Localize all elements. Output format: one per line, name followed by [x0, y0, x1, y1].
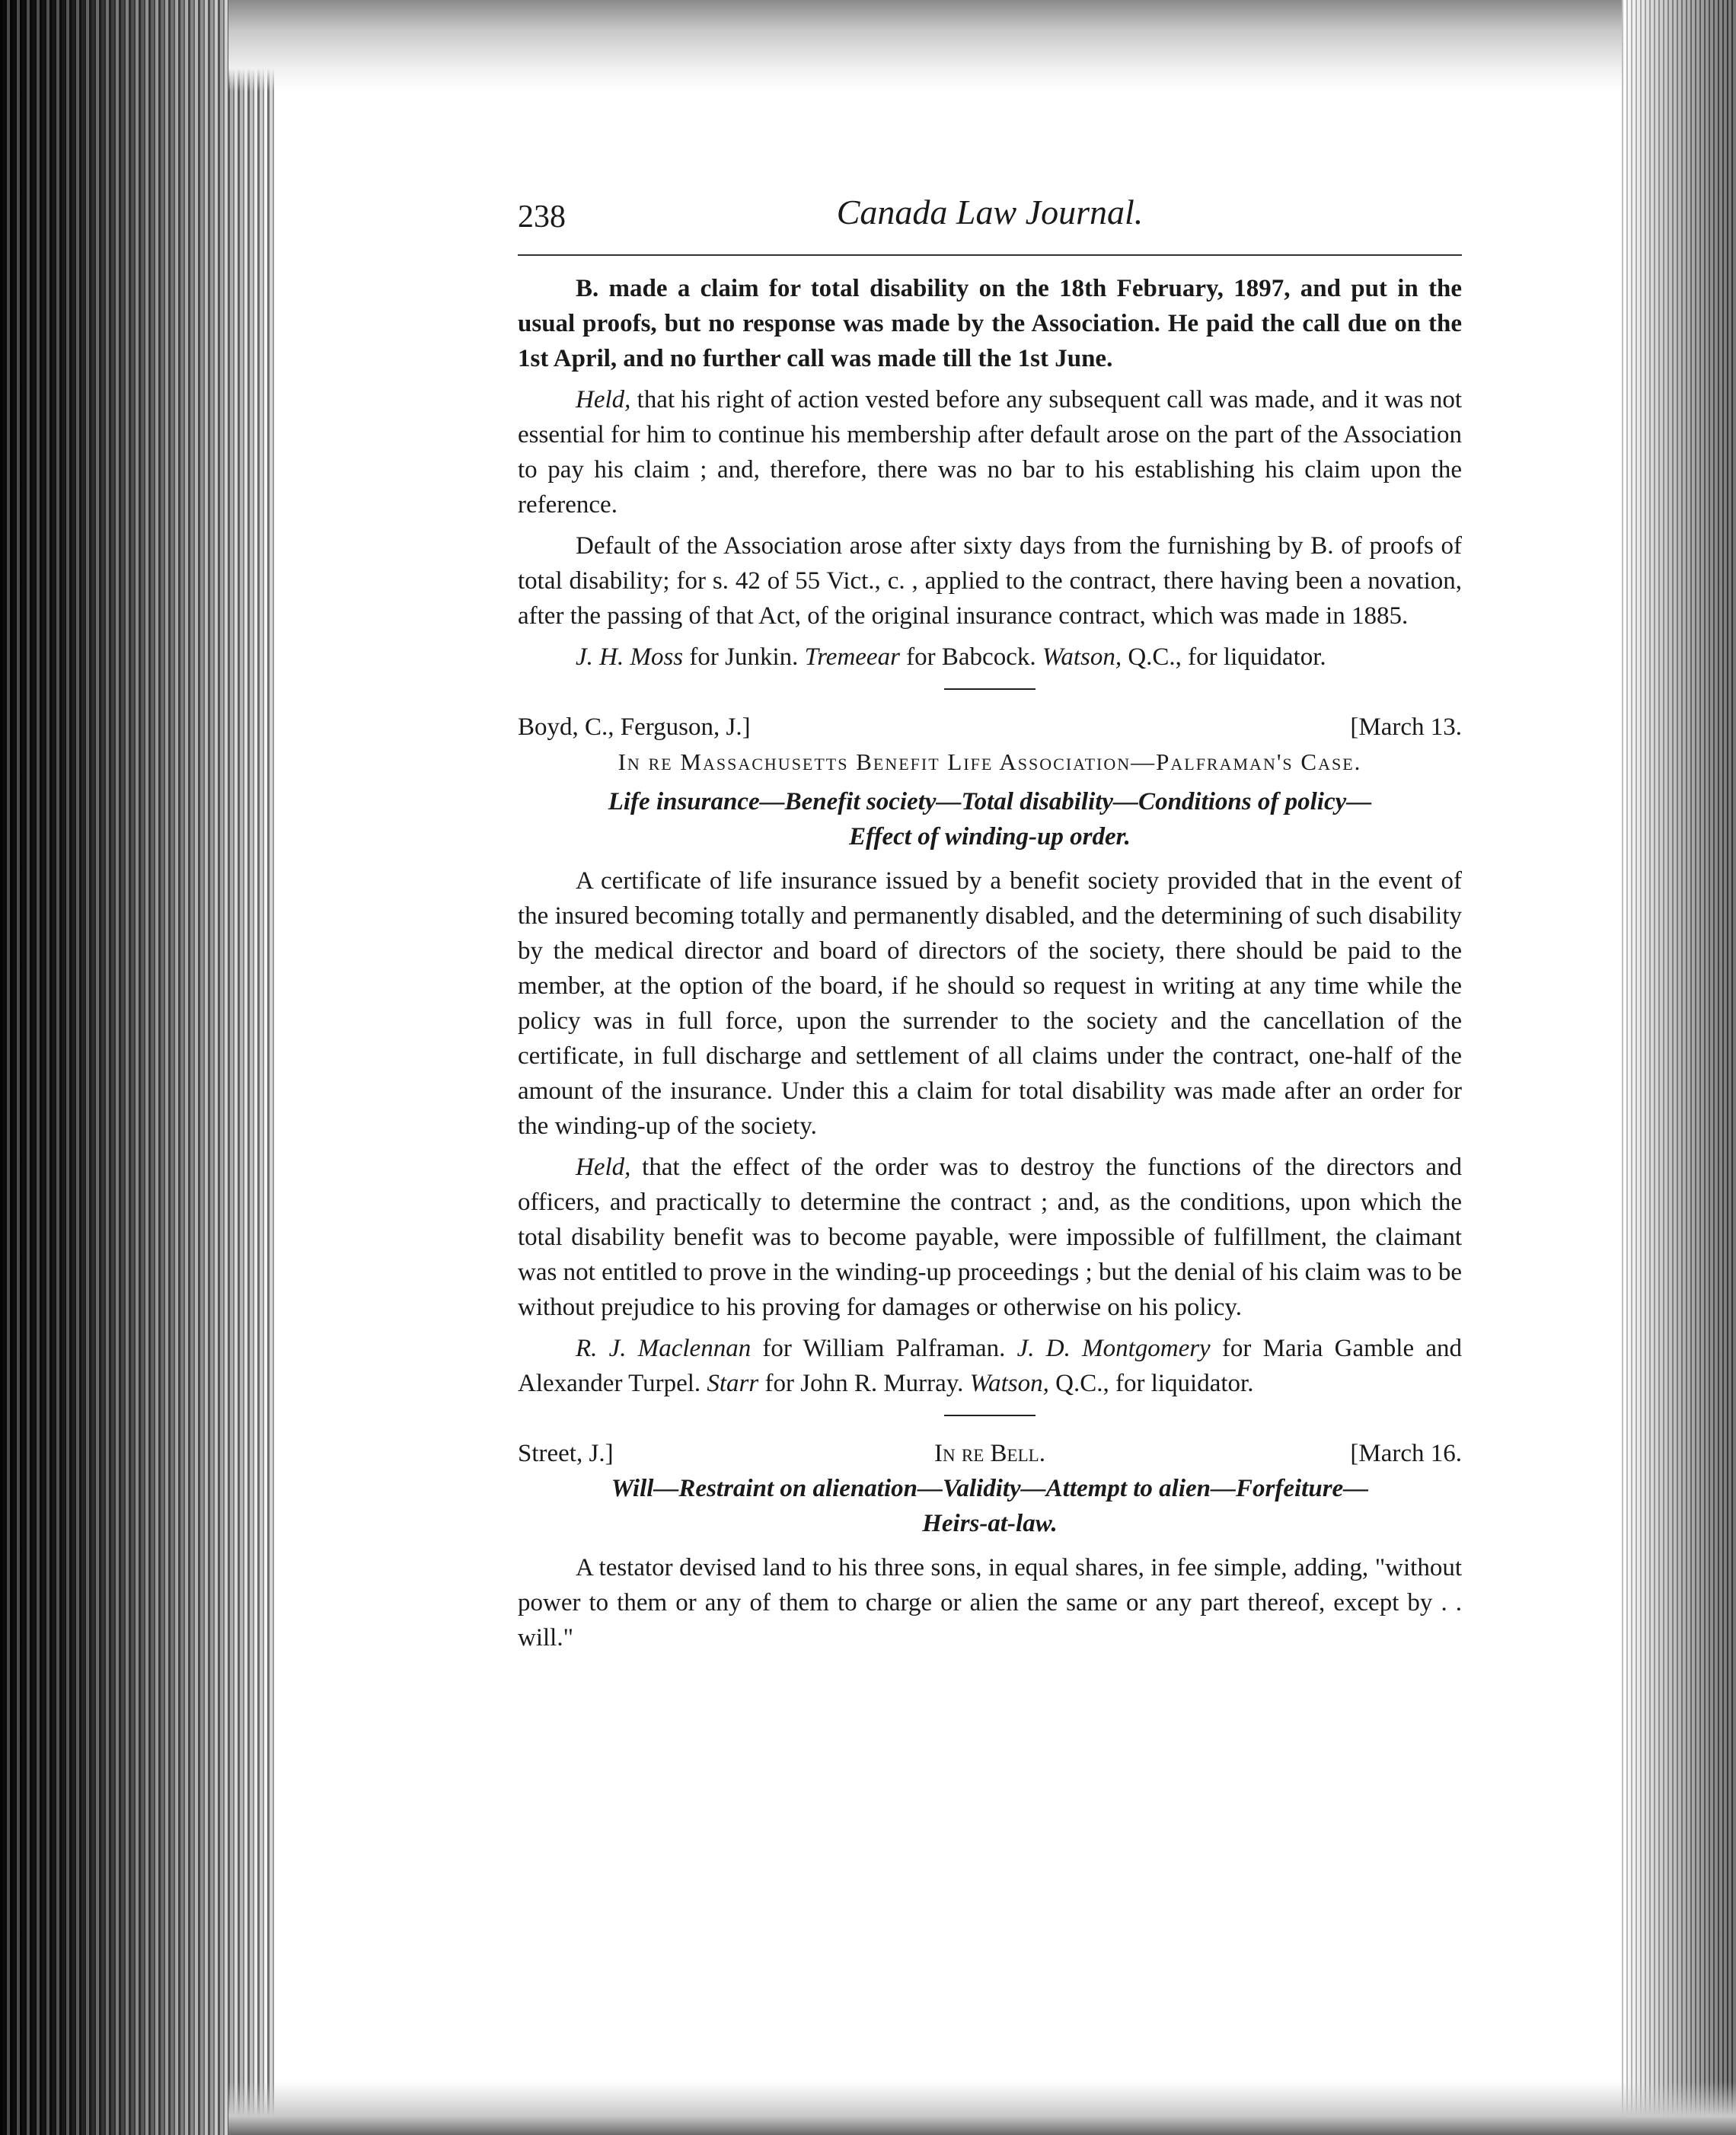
catchwords-line: Life insurance—Benefit society—Total disability—Conditions of policy— [608, 788, 1372, 815]
counsel-for: Q.C., for liquidator. [1048, 1370, 1254, 1397]
counsel-for: for Maria Gamble and Alexander Turpel. [518, 1335, 1462, 1397]
held-label: Held, [576, 386, 631, 413]
case-title: In re Bell. [934, 1440, 1045, 1467]
held-paragraph [518, 382, 1462, 522]
counsel-name: Tremeear [804, 643, 900, 671]
header-rule [518, 254, 1462, 256]
page-edge-bottom-shadow [228, 2082, 1736, 2135]
judges: Boyd, C., Ferguson, J.] [518, 713, 751, 741]
page-header [518, 190, 1462, 254]
counsel-for: Q.C., for liquidator. [1122, 643, 1326, 671]
decision-date: [March 13. [1350, 713, 1462, 741]
journal-page [518, 190, 1462, 1661]
catchwords-line: Effect of winding-up order. [849, 823, 1131, 850]
catchwords [518, 784, 1462, 854]
catchwords-line: Heirs-at-law. [922, 1510, 1058, 1537]
counsel-name: J. D. Montgomery [1016, 1335, 1211, 1362]
paragraph: A certificate of life insurance issued by a benefit society provided that in the event of the insured becoming totally and permanently disabled, and the determining of such disability by the medical director and board of directors of the society, there should be paid to the member, at the option of the board, if he should so request in writing at any time while the policy was in full force, upon the surrender to the society and the cancellation of the certificate, in full discharge and settlement of all claims under the contract, one-half of the amount of the insurance. Under this a claim for total disability was made after an order for the winding-up of the society. [518, 867, 1462, 1140]
running-title: Canada Law Journal. [836, 193, 1144, 231]
held-text: that his right of action vested before any subsequent call was made, and it was not essential for him to continue his membership after default arose on the part of the Association to pay his claim ; and, therefore, there was no bar to his establishing his claim upon the reference. [518, 386, 1462, 519]
case-heading-line [518, 710, 1462, 745]
catchwords [518, 1471, 1462, 1541]
case-heading-line [518, 1436, 1462, 1471]
judge: Street, J.] [518, 1440, 614, 1467]
held-paragraph [518, 1150, 1462, 1325]
counsel-for: for William Palframan. [751, 1335, 1017, 1362]
page-body [518, 254, 1462, 1655]
counsel-name: J. H. Moss [576, 643, 684, 671]
paragraph: A testator devised land to his three sons, in equal shares, in fee simple, adding, "without power to them or any of them to charge or alien the same or any part thereof, except by . . will." [518, 1554, 1462, 1652]
counsel-line [518, 640, 1462, 675]
counsel-name: Starr [707, 1370, 759, 1397]
page-edge-right-shadow [1622, 0, 1736, 2135]
counsel-name: Watson, [1042, 643, 1122, 671]
held-text: that the effect of the order was to destroy the functions of the directors and officers, and practically to determine the contract ; and, as the conditions, upon which the total disability benefit was to become payable, were impossible of fulfillment, the claimant was not entitled to prove in the winding-up proceedings ; but the denial of his claim was to be without prejudice to his proving for damages or otherwise on his policy. [518, 1154, 1462, 1321]
counsel-for: for Babcock. [899, 643, 1042, 671]
decision-date: [March 16. [1350, 1440, 1462, 1467]
counsel-line [518, 1331, 1462, 1401]
page-edge-left-shadow [0, 0, 274, 2135]
held-label: Held, [576, 1154, 631, 1181]
page-number: 238 [518, 199, 566, 235]
counsel-for: for John R. Murray. [758, 1370, 970, 1397]
page-edge-top-shadow [228, 0, 1736, 91]
catchwords-line: Will—Restraint on alienation—Validity—Attempt to alien—Forfeiture— [611, 1475, 1369, 1502]
counsel-for: for Junkin. [683, 643, 805, 671]
case-title: In re Massachusetts Benefit Life Association—Palframan's Case. [617, 748, 1362, 775]
paragraph: B. made a claim for total disability on the 18th February, 1897, and put in the usual proofs, but no response was made by the Association. He paid the call due on the 1st April, and no further call was made till the 1st June. [518, 275, 1462, 372]
counsel-name: Watson, [969, 1370, 1049, 1397]
section-separator [944, 688, 1036, 690]
counsel-name: R. J. Maclennan [576, 1335, 752, 1362]
paragraph: Default of the Association arose after sixty days from the furnishing by B. of proofs of total disability; for s. 42 of 55 Vict., c. , applied to the contract, there having been a novation, after the passing of that Act, of the original insurance contract, which was made in 1885. [518, 532, 1462, 630]
section-separator [944, 1415, 1036, 1416]
